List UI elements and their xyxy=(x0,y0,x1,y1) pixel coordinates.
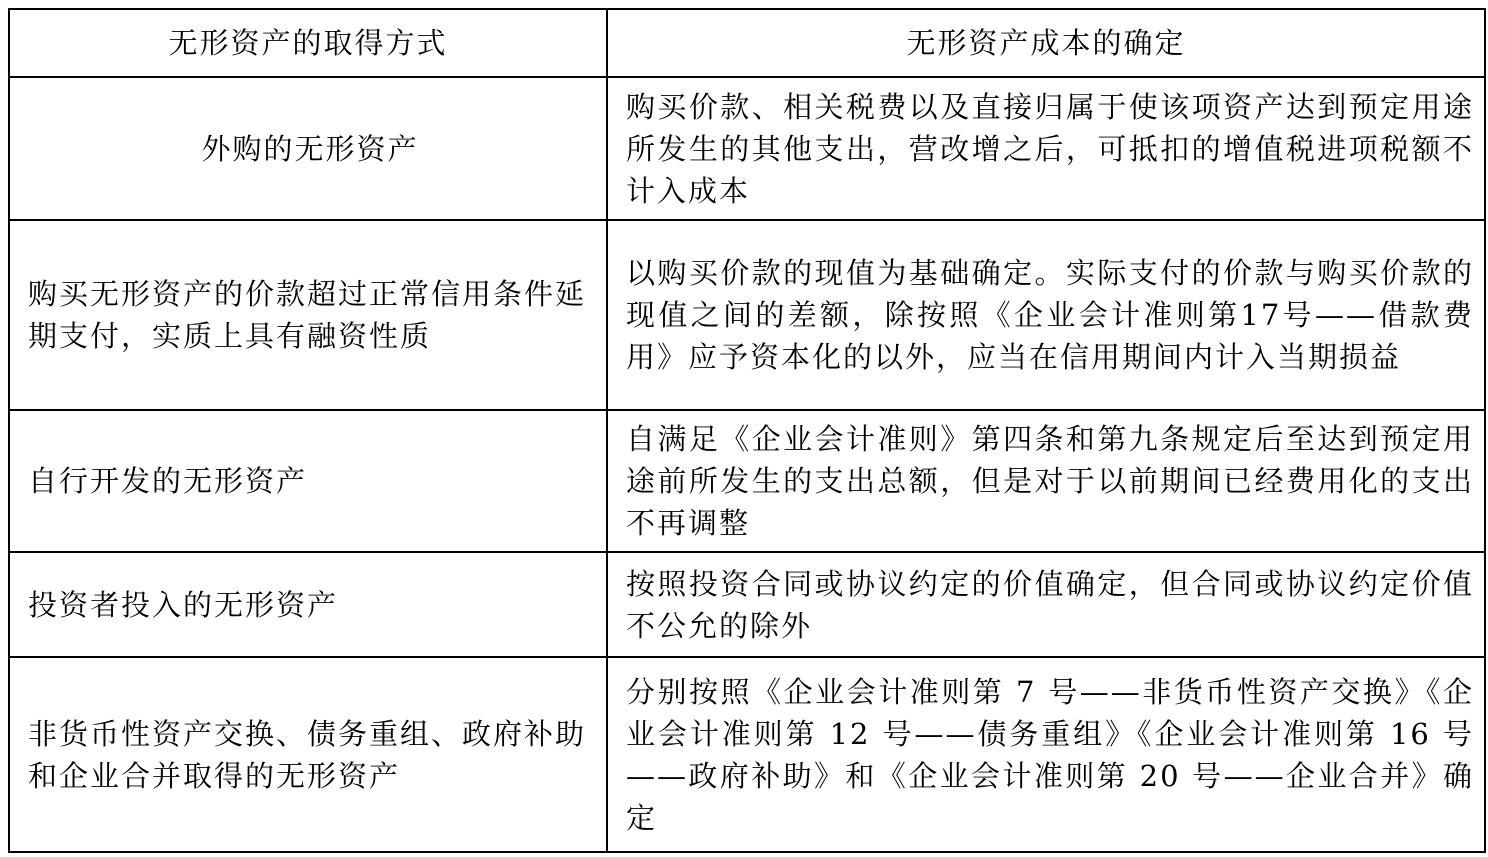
table-row xyxy=(9,77,1485,220)
table-row xyxy=(9,552,1485,657)
acquisition-method-cell: 购买无形资产的价款超过正常信用条件延期支付，实质上具有融资性质 xyxy=(9,220,607,410)
document-page xyxy=(8,8,1484,851)
intangible-asset-cost-table xyxy=(8,8,1486,853)
table-header-row xyxy=(9,9,1485,77)
acquisition-method-cell: 自行开发的无形资产 xyxy=(9,410,607,552)
table-row xyxy=(9,657,1485,852)
cost-determination-cell: 按照投资合同或协议约定的价值确定，但合同或协议约定价值不公允的除外 xyxy=(607,552,1485,657)
cost-determination-cell: 分别按照《企业会计准则第 7 号——非货币性资产交换》《企业会计准则第 12 号——债务重组》《企业会计准则第 16 号——政府补助》和《企业会计准则第 20 号——企业合并》确定 xyxy=(607,657,1485,852)
header-cost-determination: 无形资产成本的确定 xyxy=(607,9,1485,77)
table-row xyxy=(9,220,1485,410)
cost-determination-cell: 购买价款、相关税费以及直接归属于使该项资产达到预定用途所发生的其他支出，营改增之后，可抵扣的增值税进项税额不计入成本 xyxy=(607,77,1485,220)
acquisition-method-cell: 外购的无形资产 xyxy=(9,77,607,220)
table-row xyxy=(9,410,1485,552)
acquisition-method-cell: 投资者投入的无形资产 xyxy=(9,552,607,657)
header-acquisition-method: 无形资产的取得方式 xyxy=(9,9,607,77)
cost-determination-cell: 以购买价款的现值为基础确定。实际支付的价款与购买价款的现值之间的差额，除按照《企业会计准则第17号——借款费用》应予资本化的以外，应当在信用期间内计入当期损益 xyxy=(607,220,1485,410)
cost-determination-cell: 自满足《企业会计准则》第四条和第九条规定后至达到预定用途前所发生的支出总额，但是对于以前期间已经费用化的支出不再调整 xyxy=(607,410,1485,552)
acquisition-method-cell: 非货币性资产交换、债务重组、政府补助和企业合并取得的无形资产 xyxy=(9,657,607,852)
